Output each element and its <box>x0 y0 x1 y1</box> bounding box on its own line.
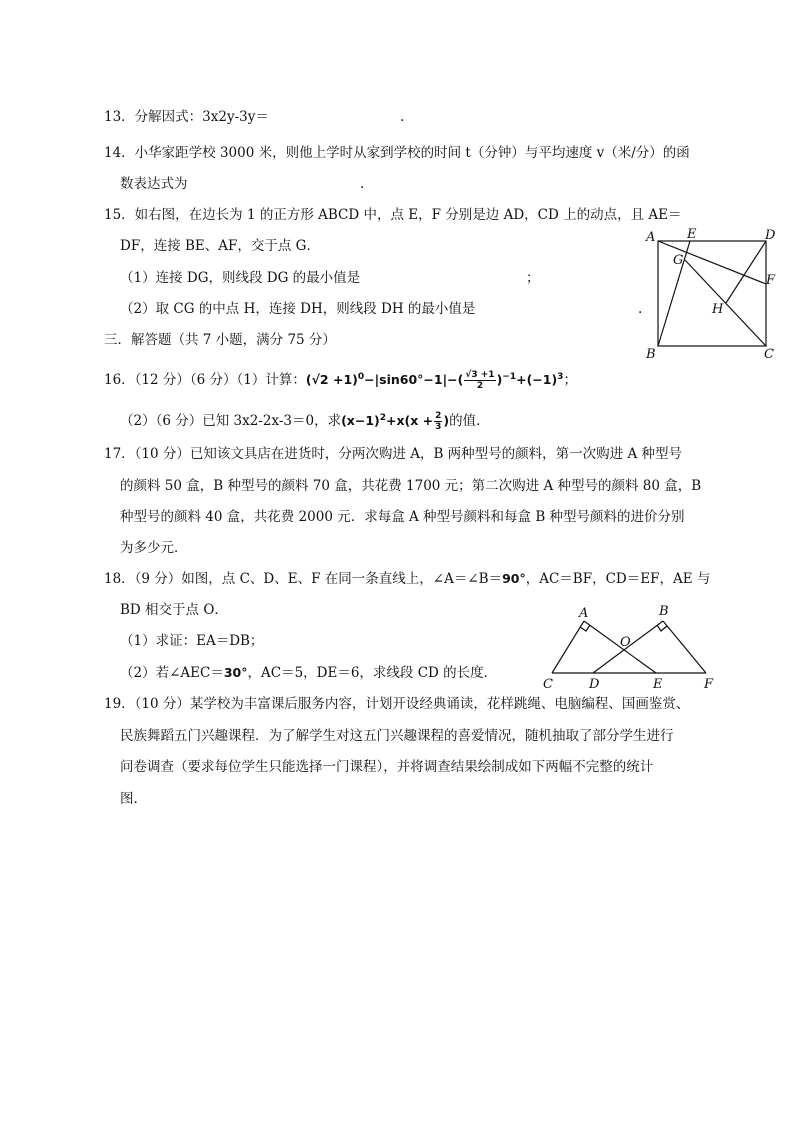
question-17-line1: 17．（10 分）已知该文具店在进货时，分两次购进 A，B 两种型号的颜料，第一次购进 A 种型号 <box>104 446 682 462</box>
label-f: F <box>766 273 776 288</box>
segment-bf <box>663 621 706 673</box>
question-13 <box>104 108 269 126</box>
question-19-line4: 图. <box>120 791 138 807</box>
label-d: D <box>589 677 600 692</box>
label-c: C <box>764 347 774 362</box>
q15-part1-end: ； <box>526 270 540 286</box>
q16-expr1-a: (√2 +1) <box>305 372 358 388</box>
q16-expr1-c: ) <box>496 372 503 388</box>
q16-expr1 <box>305 370 564 392</box>
label-g: G <box>673 253 684 268</box>
question-19-line1: 19．（10 分）某学校为丰富课后服务内容，计划开设经典诵读，花样跳绳、电脑编程、国画鉴赏、 <box>104 696 690 712</box>
label-o: O <box>620 635 631 650</box>
q16-expr1-frac-num: √3 +1 <box>465 370 495 381</box>
q16-line2-prefix: （2）（6 分）已知 3x2-2x-3＝0，求 <box>120 413 342 430</box>
question-18-line2: BD 相交于点 O． <box>120 602 228 618</box>
question-19-line3: 问卷调查（要求每位学生只能选择一门课程），并将调查结果绘制成如下两幅不完整的统计 <box>120 759 654 775</box>
q16-expr2-a: (x−1) <box>341 413 380 429</box>
label-f: F <box>704 677 714 692</box>
q16-expr1-end: ； <box>563 372 577 389</box>
question-16-line2 <box>120 409 490 432</box>
q18-part2-a: （2）若∠AEC＝ <box>120 665 224 681</box>
q16-expr1-frac <box>464 370 495 391</box>
label-a: A <box>646 230 656 245</box>
segment-ca <box>552 621 584 673</box>
q16-expr2-b: +x(x + <box>386 413 434 429</box>
q16-expr2-a-exp: 2 <box>379 413 387 423</box>
question-17-line3: 种型号的颜料 40 盒，共花费 2000 元．求每盒 A 种型号颜料和每盒 B 种型号颜料的进价分别 <box>120 509 685 525</box>
label-e: E <box>687 227 697 242</box>
segment-hd <box>726 241 766 303</box>
q18-angle-30: 30° <box>223 665 248 680</box>
q18-angle-90: 90° <box>502 571 526 586</box>
q16-expr2-frac <box>434 411 442 432</box>
q18-part2-b: ，AC＝5，DE＝6，求线段 CD 的长度． <box>247 665 498 681</box>
question-15-line2: DF，连接 BE、AF，交于点 G． <box>120 238 320 254</box>
q16-expr1-d-exp: 3 <box>557 372 564 382</box>
question-19-line2: 民族舞蹈五门兴趣课程．为了解学生对这五门兴趣课程的喜爱情况，随机抽取了部分学生进行 <box>120 728 674 744</box>
question-17-line4: 为多少元． <box>120 540 188 556</box>
q13-text: 13．分解因式：3x2y-3y＝ <box>104 109 269 125</box>
q16-expr1-d: +(−1) <box>516 372 558 388</box>
q18-line1-a: 18．（9 分）如图，点 C、D、E、F 在同一条直线上，∠A＝∠B＝ <box>104 571 503 587</box>
label-a: A <box>579 606 589 621</box>
label-b: B <box>646 347 656 362</box>
q18-part1: （1）求证：EA＝DB； <box>120 633 264 649</box>
q15-part2-end: . <box>638 301 643 317</box>
q15-part2: （2）取 CG 的中点 H，连接 DH，则线段 DH 的最小值是 <box>120 301 476 317</box>
question-16-line1 <box>104 368 577 391</box>
question-17-line2: 的颜料 50 盒，B 种型号的颜料 70 盒，共花费 1700 元；第二次购进 A 种型号的颜料 80 盒，B <box>120 478 702 494</box>
q15-part1: （1）连接 DG，则线段 DG 的最小值是 <box>120 270 361 286</box>
q13-end: . <box>400 109 405 125</box>
q16-line2-suffix: 的值． <box>449 413 490 430</box>
q16-line1-prefix: 16．（12 分）（6 分）（1）计算： <box>104 372 306 389</box>
q16-expr1-c-exp: −1 <box>502 372 517 382</box>
label-h: H <box>712 302 724 317</box>
question-15-line1: 15．如右图，在边长为 1 的正方形 ABCD 中，点 E，F 分别是边 AD，CD 上的动点，且 AE＝ <box>104 207 682 223</box>
label-c: C <box>543 677 553 692</box>
segment-gc <box>685 260 766 346</box>
question-14-line2: 数表达式为 <box>120 176 188 192</box>
question-14-line1: 14．小华家距学校 3000 米，则他上学时从家到学校的时间 t（分钟）与平均速度 v（米/分）的函 <box>104 145 690 161</box>
triangles-figure <box>536 600 722 692</box>
q16-expr2-frac-den: 3 <box>435 422 442 433</box>
q16-expr1-b: −|sin60°−1|−( <box>364 372 464 388</box>
q18-part2 <box>120 664 497 682</box>
q14-end: . <box>360 176 365 192</box>
q16-expr2-c: ) <box>443 413 450 429</box>
q18-line1-b: ，AC＝BF，CD＝EF，AE 与 <box>525 571 711 587</box>
label-d: D <box>765 228 776 243</box>
right-angle-b <box>657 625 667 631</box>
q16-expr1-frac-den: 2 <box>476 381 484 392</box>
label-e: E <box>653 677 663 692</box>
label-b: B <box>659 604 669 619</box>
question-18-line1 <box>104 570 710 588</box>
q16-expr2-frac-num: 2 <box>435 411 442 422</box>
square-figure <box>640 224 790 364</box>
q16-expr2 <box>341 411 450 433</box>
q16-expr1-a-exp: 0 <box>357 372 365 382</box>
section-3-title: 三．解答题（共 7 小题，满分 75 分） <box>104 332 336 348</box>
